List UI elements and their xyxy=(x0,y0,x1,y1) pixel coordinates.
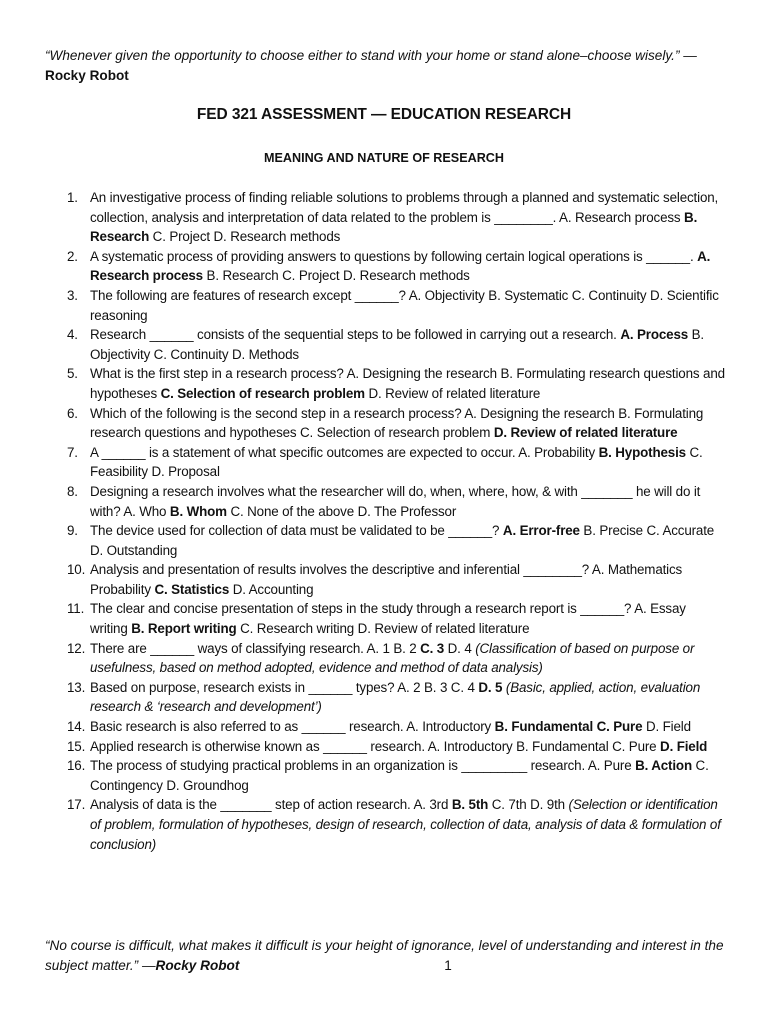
question-text: Analysis of data is the _______ step of action research. A. 3rd xyxy=(90,797,452,813)
question-number: 17. xyxy=(67,797,86,813)
question-text: D. Accounting xyxy=(229,581,314,597)
question-text: The clear and concise presentation of steps in the study through a research report is ______? A. Essay writing xyxy=(90,601,686,637)
question-number: 14. xyxy=(67,719,86,735)
question-item xyxy=(45,188,725,247)
question-text: There are ______ ways of classifying research. A. 1 B. 2 xyxy=(90,640,421,656)
question-item xyxy=(45,795,725,854)
answer-highlight: B. 5th xyxy=(451,797,489,813)
question-text: A ______ is a statement of what specific outcomes are expected to occur. A. Probability xyxy=(90,444,599,460)
question-text: B. Precise C. Accurate D. Outstanding xyxy=(90,523,715,558)
question-number: 13. xyxy=(67,679,86,695)
question-number: 7. xyxy=(67,444,78,460)
bottom-quote-author: Rocky Robot xyxy=(155,958,240,973)
question-item xyxy=(45,717,725,737)
question-number: 10. xyxy=(67,562,86,578)
question-number: 2. xyxy=(67,248,78,264)
bottom-quote-text: “No course is difficult, what makes it difficult is your height of ignorance, level of understanding and interest in the subject matter.” — xyxy=(45,938,724,973)
question-text: Designing a research involves what the researcher will do, when, where, how, & with _______ he will do it with? A. Who xyxy=(90,483,701,519)
question-item xyxy=(45,599,725,638)
section-heading: MEANING AND NATURE OF RESEARCH xyxy=(264,151,504,165)
question-text: B. Research C. Project D. Research methods xyxy=(202,268,470,284)
question-item xyxy=(45,678,725,717)
document-title: FED 321 ASSESSMENT — EDUCATION RESEARCH xyxy=(196,106,572,123)
question-text: D. 4 xyxy=(444,640,476,656)
question-text: Based on purpose, research exists in ______ types? A. 2 B. 3 C. 4 xyxy=(90,679,479,695)
question-number: 9. xyxy=(67,523,78,539)
question-item xyxy=(45,560,725,599)
question-text: D. Field xyxy=(642,719,691,735)
question-text: C. Research writing D. Review of related literature xyxy=(236,621,530,637)
answer-note: (Selection or identification of problem, formulation of hypotheses, design of research, collection of data, analysis of data & formulation of conclusion) xyxy=(90,797,721,852)
answer-highlight: A. Error-free xyxy=(502,523,580,539)
question-item xyxy=(45,404,725,443)
question-text: Analysis and presentation of results involves the descriptive and inferential ________? A. Mathematics Probability xyxy=(90,562,683,597)
question-item xyxy=(45,247,725,286)
top-quote xyxy=(45,46,725,86)
answer-highlight: B. Action xyxy=(635,758,692,774)
question-item xyxy=(45,756,725,795)
answer-highlight: A. Research process xyxy=(90,248,711,284)
question-number: 11. xyxy=(67,601,85,617)
question-number: 1. xyxy=(67,190,78,205)
question-item xyxy=(45,364,725,403)
question-text: What is the first step in a research process? A. Designing the research B. Formulating research questions and hypotheses xyxy=(90,366,725,401)
question-item xyxy=(45,325,725,364)
question-number: 3. xyxy=(67,287,78,303)
question-text: The process of studying practical problems in an organization is _________ research. A. Pure xyxy=(90,758,636,774)
question-text: C. Contingency D. Groundhog xyxy=(90,758,709,793)
answer-highlight: C. 3 xyxy=(420,640,445,656)
top-quote-text: “Whenever given the opportunity to choose either to stand with your home or stand alone–choose wisely.” — xyxy=(45,48,697,63)
question-text: C. 7th D. 9th xyxy=(488,797,569,813)
question-text: An investigative process of finding reliable solutions to problems through a planned and systematic selection, collection, analysis and interpretation of data related to the problem is ________. A. Research process xyxy=(90,190,719,225)
question-text: D. Review of related literature xyxy=(364,385,541,401)
answer-highlight: B. Hypothesis xyxy=(598,444,686,460)
answer-highlight: D. Field xyxy=(660,738,708,754)
question-text: Basic research is also referred to as ______ research. A. Introductory xyxy=(90,719,495,735)
question-number: 12. xyxy=(67,640,86,656)
question-number: 4. xyxy=(67,327,78,343)
question-number: 16. xyxy=(67,758,86,774)
question-number: 6. xyxy=(67,405,78,421)
question-list xyxy=(45,188,725,854)
page-number: 1 xyxy=(444,958,452,973)
answer-note: (Basic, applied, action, evaluation research & ‘research and development’) xyxy=(90,679,701,715)
question-text: The device used for collection of data must be validated to be ______? xyxy=(90,523,503,539)
question-text: C. Feasibility D. Proposal xyxy=(90,444,703,480)
question-item xyxy=(45,286,725,325)
bottom-quote xyxy=(45,936,725,976)
question-text: Which of the following is the second step in a research process? A. Designing the research B. Formulating research questions and hypotheses C. Selection of research problem xyxy=(90,405,704,441)
question-number: 5. xyxy=(67,366,78,382)
question-text: C. None of the above D. The Professor xyxy=(226,503,457,519)
answer-highlight: B. Whom xyxy=(169,503,227,519)
question-item xyxy=(45,521,725,560)
question-text: The following are features of research except ______? A. Objectivity B. Systematic C. Continuity D. Scientific reasoning xyxy=(90,287,719,323)
answer-highlight: D. 5 xyxy=(478,679,503,695)
question-text: Applied research is otherwise known as ______ research. A. Introductory B. Fundamental C. Pure xyxy=(90,738,661,754)
answer-highlight: C. Selection of research problem xyxy=(160,385,365,401)
answer-highlight: D. Review of related literature xyxy=(493,425,678,441)
question-text: Research ______ consists of the sequential steps to be followed in carrying out a research. xyxy=(90,327,621,343)
question-item xyxy=(45,482,725,521)
answer-note: (Classification of based on purpose or usefulness, based on method adopted, evidence and method of data analysis) xyxy=(90,640,695,676)
answer-highlight: B. Fundamental C. Pure xyxy=(494,719,643,735)
question-item xyxy=(45,443,725,482)
answer-highlight: B. Research xyxy=(90,209,698,245)
question-text: B. Objectivity C. Continuity D. Methods xyxy=(90,327,704,362)
answer-highlight: C. Statistics xyxy=(154,581,230,597)
question-item xyxy=(45,737,725,757)
top-quote-author: Rocky Robot xyxy=(45,68,129,83)
question-number: 15. xyxy=(67,738,86,754)
answer-highlight: B. Report writing xyxy=(131,621,237,637)
question-item xyxy=(45,639,725,678)
answer-highlight: A. Process xyxy=(620,327,689,343)
question-text: C. Project D. Research methods xyxy=(149,229,341,245)
question-number: 8. xyxy=(67,483,78,499)
question-text: A systematic process of providing answers to questions by following certain logical operations is ______. xyxy=(90,248,698,264)
